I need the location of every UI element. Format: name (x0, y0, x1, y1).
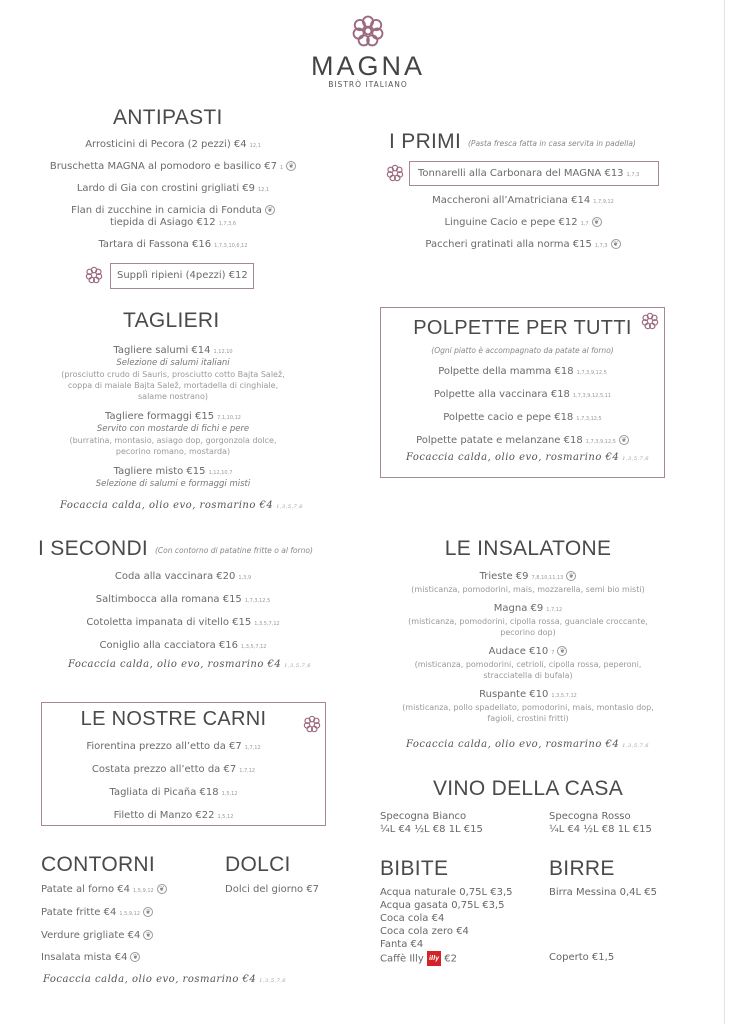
list-item (225, 884, 365, 896)
item-name: Arrosticini di Pecora (2 pezzi) €4 (85, 139, 247, 150)
item-name: Lardo di Gia con crostini grigliati €9 (76, 183, 255, 194)
menu-item (41, 930, 211, 942)
menu-item (23, 183, 323, 196)
item-name: Focaccia calda, olio evo, rosmarino €4 (60, 500, 274, 511)
list-item (18, 345, 328, 402)
list-item (41, 930, 211, 942)
item-name: Coda alla vaccinara €20 (114, 571, 236, 582)
item-name: Polpette cacio e pepe €18 (443, 412, 574, 423)
allergens: 1,3,5,7,6 (622, 743, 650, 749)
focaccia-line (406, 739, 649, 750)
drink-item: Acqua gasata 0,75L €3,5 (380, 900, 505, 911)
section-note: (Pasta fresca fatta in casa servita in padella) (468, 139, 636, 148)
item-name: Filetto di Manzo €22 (113, 810, 215, 821)
item-name: Magna €9 (493, 603, 544, 614)
allergens: 1,3,9 (238, 575, 252, 581)
item-name: Tagliata di Picaña €18 (109, 787, 219, 798)
menu-item (33, 640, 333, 653)
item-subtitle: Selezione di salumi italiani (116, 358, 230, 368)
allergens: 1,7,12 (244, 745, 261, 751)
menu-item (23, 161, 323, 174)
item-name: tiepida di Asiago €12 (109, 217, 216, 228)
menu-item-line2 (23, 217, 323, 230)
item-name: Tagliere formaggi €15 (105, 411, 215, 422)
menu-item (33, 571, 333, 584)
item-name: Tagliere salumi €14 (113, 345, 211, 356)
brand-tagline: BISTRÒ ITALIANO (328, 80, 408, 89)
item-name: Focaccia calda, olio evo, rosmarino €4 (43, 974, 257, 985)
list-item (41, 810, 306, 823)
allergens: 1,3,5,7,6 (622, 456, 650, 462)
wine-bianco (380, 810, 483, 836)
menu-item (18, 345, 328, 358)
item-name: Tonnarelli alla Carbonara del MAGNA €13 (418, 168, 624, 179)
item-description: (misticanza, pollo spadellato, pomodorini, mais, montasio dop, (402, 703, 654, 712)
drink-item: Birra Messina 0,4L €5 (549, 887, 657, 898)
special-box-suppli (110, 263, 254, 289)
list-item (23, 139, 323, 152)
allergens: 1,7,12 (239, 768, 256, 774)
item-name: Audace €10 (488, 646, 549, 657)
list-item (41, 952, 211, 964)
list-item (41, 884, 211, 897)
focaccia-line (60, 500, 303, 511)
list-item (380, 366, 665, 379)
allergens: 12,1 (249, 143, 261, 149)
vegetarian-leaf-icon: ❦ (611, 239, 621, 249)
section-note: (Ogni piatto è accompagnato da patate al forno) (431, 346, 614, 355)
menu-item (23, 239, 323, 252)
list-item (380, 435, 665, 448)
list-item (380, 412, 665, 425)
menu-item (380, 412, 665, 425)
item-name: Caffè Illy (380, 953, 424, 965)
brand-name: MAGNA (310, 51, 425, 81)
section-title-carni: LE NOSTRE CARNI (80, 708, 267, 730)
focaccia-line (406, 452, 649, 463)
item-name: Flan di zucchine in camicia di Fonduta (71, 205, 262, 216)
section-title-vino: VINO DELLA CASA (432, 777, 624, 800)
allergens: 1,7,3,6 (218, 221, 237, 227)
flower-icon (85, 266, 103, 284)
list-item (373, 195, 673, 208)
menu-item (41, 907, 211, 920)
menu-item (380, 366, 665, 379)
item-name: Polpette alla vaccinara €18 (433, 389, 570, 400)
allergens: 1,3,5,7,6 (259, 978, 287, 984)
menu-item (380, 389, 665, 402)
carni-list (41, 741, 306, 823)
allergens: 1,5,9,12 (119, 911, 141, 917)
menu-item (410, 162, 658, 187)
list-item (33, 571, 333, 584)
vegetarian-leaf-icon: ❦ (619, 435, 629, 445)
allergens: 1 (279, 165, 284, 171)
drink-item-caffe (380, 951, 513, 966)
menu-item (33, 594, 333, 607)
allergens: 1,3,5,7,6 (284, 663, 312, 669)
list-item (33, 617, 333, 630)
item-name: Fiorentina prezzo all’etto da €7 (86, 741, 242, 752)
list-item (23, 183, 323, 196)
coperto: Coperto €1,5 (549, 952, 615, 963)
item-name: Coniglio alla cacciatora €16 (99, 640, 239, 651)
menu-item: Supplì ripieni (4pezzi) €12 (117, 270, 248, 281)
allergens: 1,7,3,10,6,12 (214, 243, 248, 249)
menu-page (3, 0, 725, 1024)
item-subtitle: Selezione di salumi e formaggi misti (95, 479, 251, 489)
list-item (33, 594, 333, 607)
item-name: Bruschetta MAGNA al pomodoro e basilico €7 (49, 161, 277, 172)
allergens: 1,7,3 (594, 243, 608, 249)
item-description: stracciatella di bufala) (483, 671, 573, 680)
allergens: 1,3,5,7,12 (551, 693, 577, 699)
drink-item: Coca cola zero €4 (380, 926, 469, 937)
menu-item (373, 195, 673, 208)
menu-item (18, 411, 328, 424)
wine-rosso (549, 810, 652, 836)
section-title-taglieri: TAGLIERI (123, 309, 220, 332)
vegetarian-leaf-icon: ❦ (143, 930, 153, 940)
allergens: 7,8,10,11,13 (531, 575, 564, 581)
item-name: Costata prezzo all’etto da €7 (91, 764, 237, 775)
allergens: 1,3,5,7,12 (254, 621, 280, 627)
list-item (378, 646, 678, 681)
menu-item (41, 741, 306, 754)
list-item (23, 161, 323, 174)
item-name: Focaccia calda, olio evo, rosmarino €4 (406, 452, 620, 463)
allergens: 7,1,10,12 (217, 415, 241, 421)
wine-name: Specogna Rosso (549, 811, 631, 822)
menu-item (380, 435, 665, 448)
item-name: Polpette patate e melanzane €18 (416, 435, 583, 446)
allergens: 1,7 (580, 221, 589, 227)
contorni-list (41, 884, 211, 964)
allergens: 1,7,9,12 (593, 199, 614, 205)
antipasti-list (23, 139, 323, 252)
list-item (378, 603, 678, 638)
section-title-antipasti: ANTIPASTI (113, 106, 223, 129)
item-description: (misticanza, pomodorini, mais, mozzarella, semi bio misti) (411, 585, 645, 594)
menu-item (18, 466, 328, 479)
item-name: Dolci del giorno €7 (225, 884, 320, 895)
section-title-insalatone: LE INSALATONE (444, 537, 612, 560)
list-item (373, 217, 673, 230)
vegetarian-leaf-icon: ❦ (157, 884, 167, 894)
list-item (378, 689, 678, 724)
allergens: 7 (551, 650, 555, 656)
menu-item (41, 884, 211, 897)
item-name: Patate fritte €4 (41, 907, 117, 918)
list-item (18, 466, 328, 490)
wine-prices: ¼L €4 ½L €8 1L €15 (549, 824, 652, 835)
allergens: 1,7,3,9,12,5,11 (572, 393, 612, 399)
drink-item: Coca cola €4 (380, 913, 445, 924)
insalatone-list (378, 571, 678, 724)
list-item (41, 764, 306, 777)
list-item (18, 411, 328, 457)
item-subtitle: Servito con mostarde di fichi e pere (96, 424, 250, 434)
flower-icon (386, 164, 404, 182)
item-price: €2 (444, 953, 457, 965)
item-name: Cotoletta impanata di vitello €15 (86, 617, 252, 628)
illy-logo: illy (427, 951, 441, 966)
wine-name: Specogna Bianco (380, 811, 467, 822)
allergens: 1,5,9,12 (133, 888, 154, 894)
vegetarian-leaf-icon: ❦ (130, 952, 140, 962)
drink-item: Fanta €4 (380, 939, 424, 950)
allergens: 1,12,10 (213, 349, 233, 355)
item-name: Linguine Cacio e pepe €12 (444, 217, 578, 228)
menu-item (41, 810, 306, 823)
dolci-list (225, 884, 365, 896)
item-description: (misticanza, pomodorini, cipolla rossa, guanciale croccante, (408, 617, 648, 626)
logo (303, 14, 433, 89)
item-name: Verdure grigliate €4 (41, 930, 141, 941)
item-name: Saltimbocca alla romana €15 (95, 594, 242, 605)
item-name: Ruspante €10 (479, 689, 549, 700)
bibite-list (380, 886, 513, 966)
allergens: 1,5,12 (221, 791, 238, 797)
polpette-list (380, 366, 665, 448)
section-title-polpette: POLPETTE PER TUTTI (413, 317, 632, 339)
menu-item (41, 764, 306, 777)
flower-logo-icon (351, 14, 385, 48)
special-box-carbonara (409, 161, 659, 186)
item-name: Focaccia calda, olio evo, rosmarino €4 (68, 659, 282, 670)
list-item (373, 239, 673, 252)
primi-list (373, 195, 673, 252)
menu-item (378, 689, 678, 702)
item-description: (misticanza, pomodorini, cetrioli, cipolla rossa, peperoni, (414, 660, 642, 669)
menu-item (378, 571, 678, 584)
allergens: 1,3,5,7,6 (276, 504, 304, 510)
allergens: 12,1 (258, 187, 270, 193)
secondi-list (33, 571, 333, 653)
allergens: 1,12,10,7 (208, 470, 233, 476)
item-description: (prosciutto crudo di Sauris, prosciutto cotto Bajta Salež, (61, 370, 285, 379)
item-description: pecorino romano, mostarda) (115, 447, 231, 456)
item-description: fagioli, crostini fritti) (487, 714, 569, 723)
item-name: Polpette della mamma €18 (438, 366, 574, 377)
vegetarian-leaf-icon: ❦ (143, 907, 153, 917)
item-name: Paccheri gratinati alla norma €15 (425, 239, 592, 250)
drink-item: Acqua naturale 0,75L €3,5 (380, 887, 513, 898)
list-item (378, 571, 678, 595)
focaccia-line (43, 974, 286, 985)
item-description: coppa di maiale Bajta Salež, mortadella di cinghiale, (67, 381, 279, 390)
section-note: (Con contorno di patatine fritte o al forno) (155, 546, 313, 555)
wine-prices: ¼L €4 ½L €8 1L €15 (380, 824, 483, 835)
menu-item (378, 603, 678, 616)
focaccia-line (68, 659, 311, 670)
allergens: 1,7,3,12,5 (244, 598, 271, 604)
list-item (23, 205, 323, 230)
allergens: 1,3,5,7,12 (241, 644, 267, 650)
item-name: Trieste €9 (479, 571, 529, 582)
allergens: 1,7,3,12,5 (576, 416, 602, 422)
vegetarian-leaf-icon: ❦ (286, 161, 296, 171)
allergens: 1,5,12 (217, 814, 234, 820)
vegetarian-leaf-icon: ❦ (557, 646, 567, 656)
taglieri-list (18, 345, 328, 490)
list-item (380, 389, 665, 402)
menu-item (373, 239, 673, 252)
menu-item (41, 952, 211, 964)
list-item (41, 907, 211, 920)
menu-item (378, 646, 678, 659)
section-title-secondi: I SECONDI (38, 537, 149, 560)
vegetarian-leaf-icon: ❦ (265, 205, 275, 215)
menu-item (23, 205, 323, 217)
list-item (41, 741, 306, 754)
list-item (33, 640, 333, 653)
menu-item (33, 617, 333, 630)
menu-item (373, 217, 673, 230)
section-title-primi: I PRIMI (389, 130, 462, 153)
item-name: Focaccia calda, olio evo, rosmarino €4 (406, 739, 620, 750)
item-description: (burratina, montasio, asiago dop, gorgonzola dolce, (69, 436, 277, 445)
allergens: 1,7,3,9,12,5 (576, 370, 607, 376)
section-title-dolci: DOLCI (225, 853, 291, 876)
item-name: Insalata mista €4 (41, 952, 128, 963)
item-name: Patate al forno €4 (41, 884, 131, 895)
list-item (41, 787, 306, 800)
section-title-bibite: BIBITE (380, 857, 449, 880)
vegetarian-leaf-icon: ❦ (566, 571, 576, 581)
item-name: Maccheroni all’Amatriciana €14 (432, 195, 591, 206)
list-item (23, 239, 323, 252)
menu-item (23, 139, 323, 152)
menu-item (225, 884, 365, 896)
item-name: Tartara di Fassona €16 (98, 239, 212, 250)
item-name: Tagliere misto €15 (113, 466, 206, 477)
allergens: 1,7,12 (546, 607, 563, 613)
allergens: 1,7,3,9,12,5 (585, 439, 616, 445)
item-description: salame nostrano) (138, 392, 208, 401)
vegetarian-leaf-icon: ❦ (592, 217, 602, 227)
section-title-contorni: CONTORNI (41, 853, 156, 876)
item-description: pecorino dop) (500, 628, 556, 637)
section-title-birre: BIRRE (549, 857, 615, 880)
allergens: 1,7,3 (626, 172, 640, 178)
menu-item (41, 787, 306, 800)
